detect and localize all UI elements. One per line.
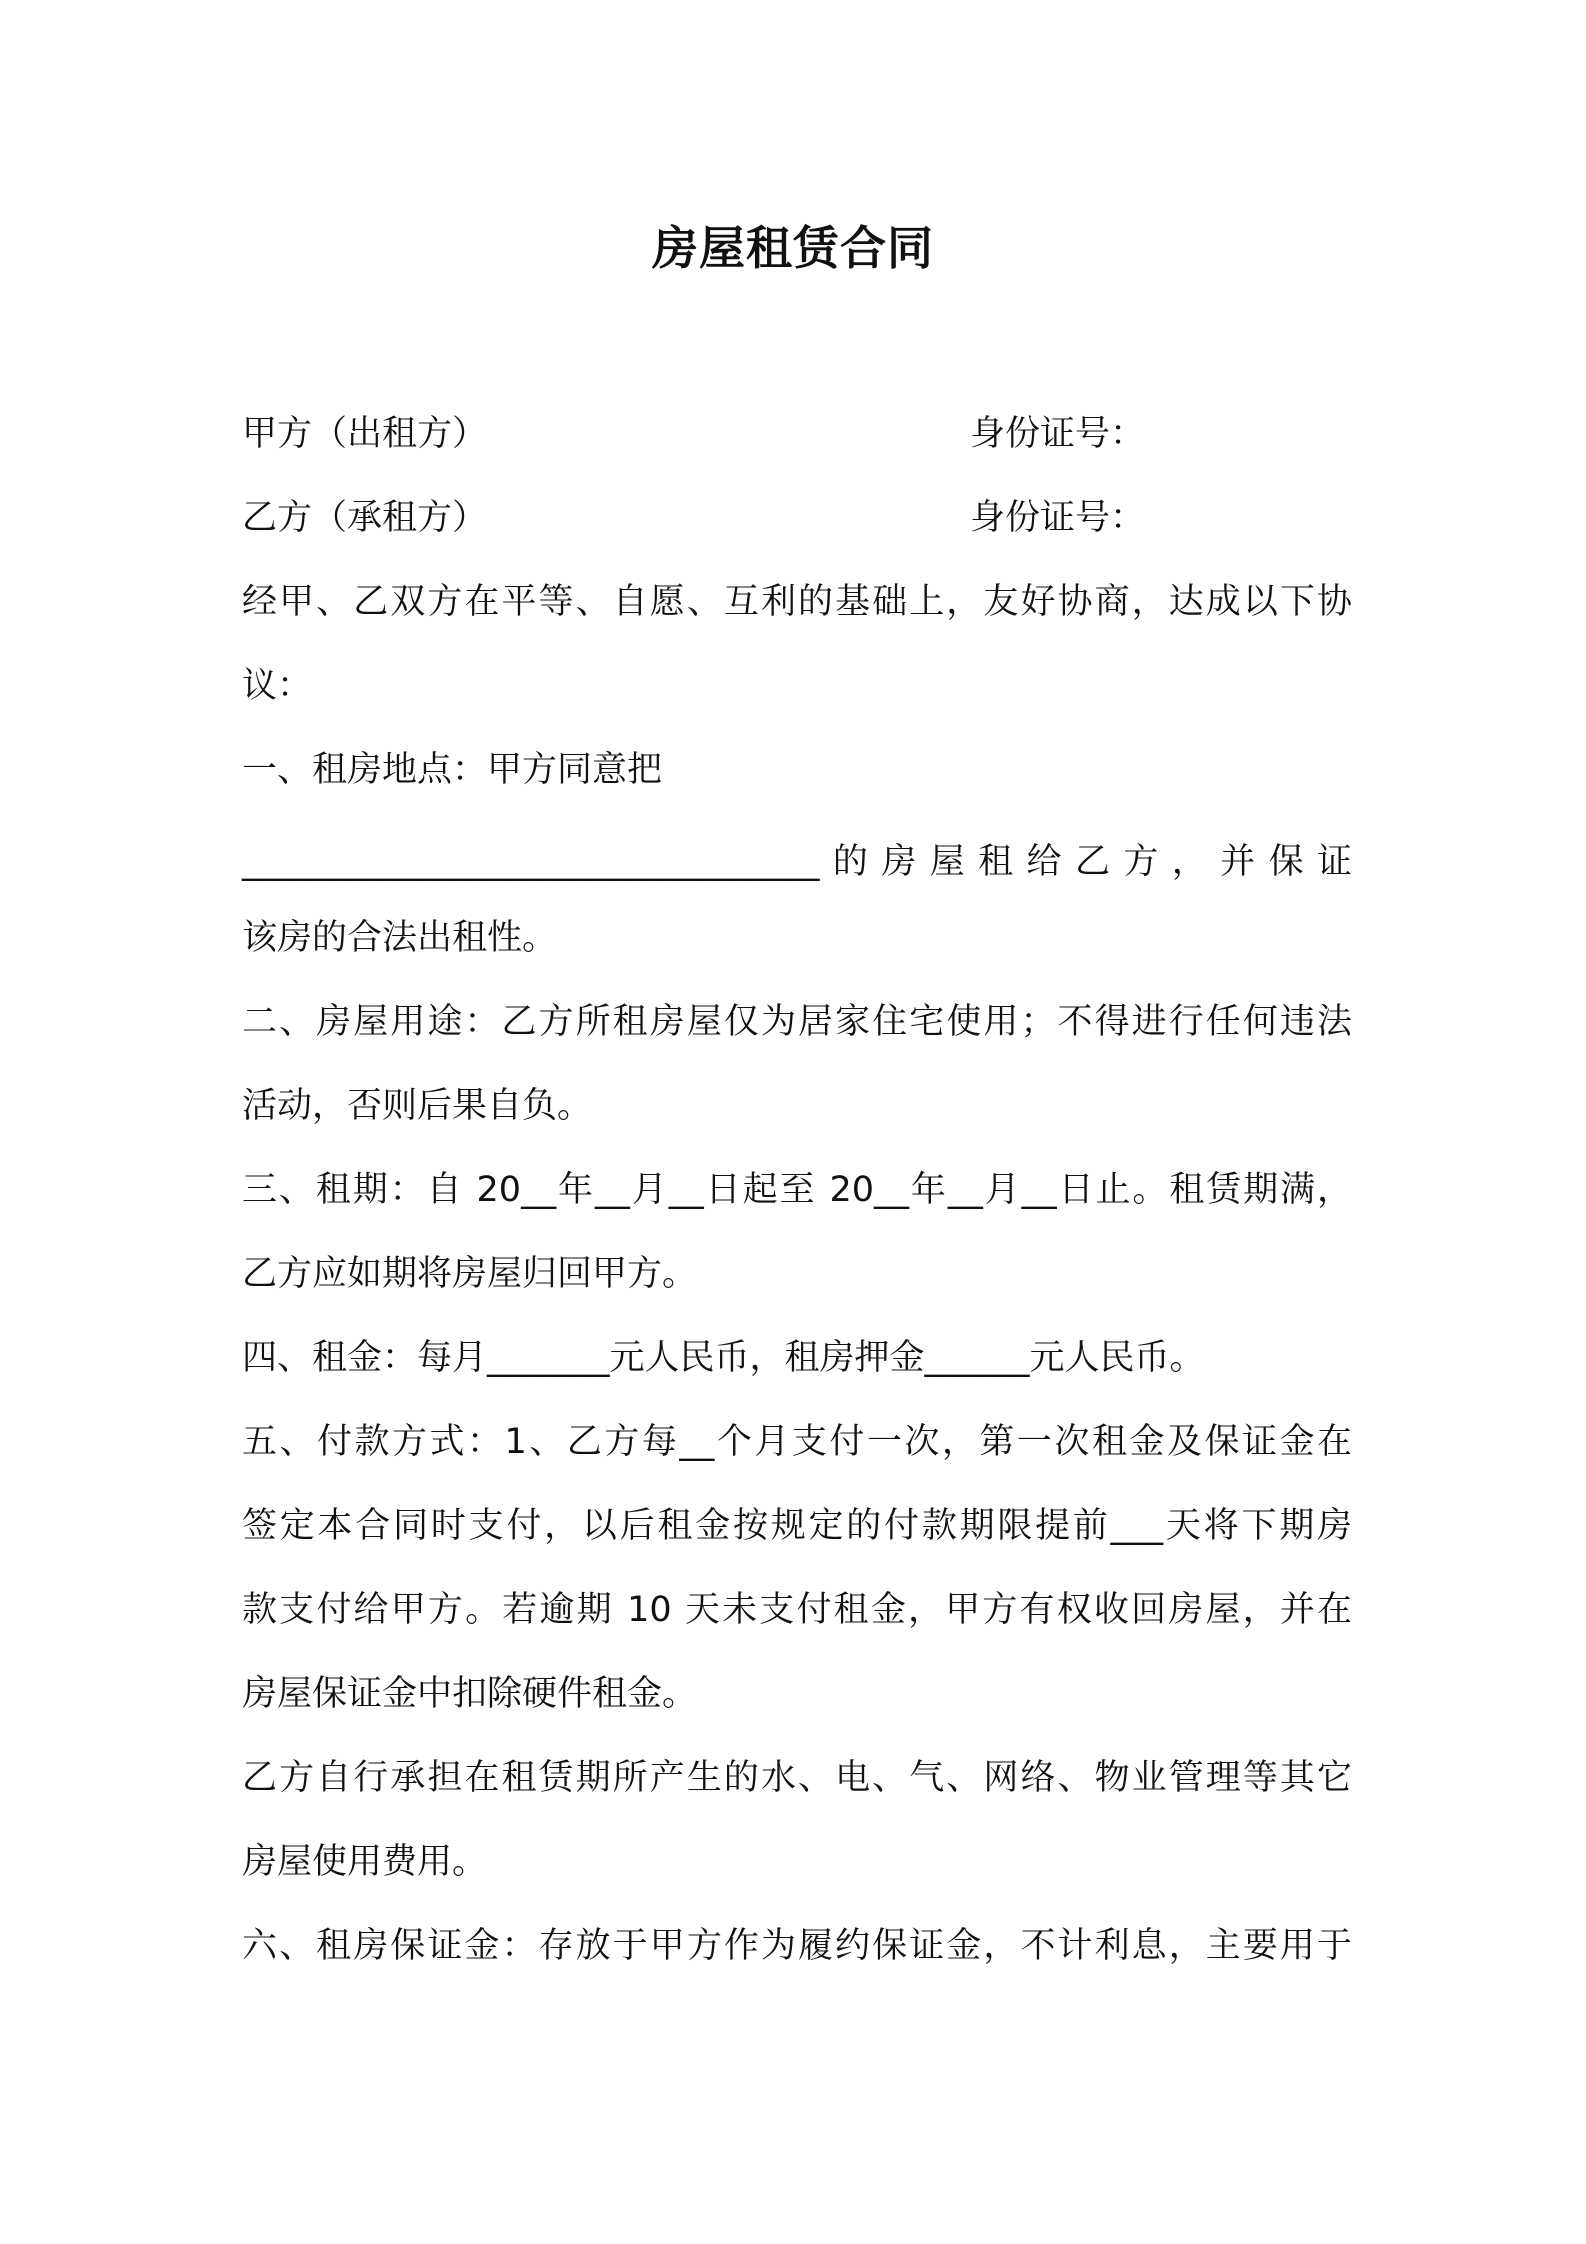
- utilities-line-1: 乙方自行承担在租赁期所产生的水、电、气、网络、物业管理等其它: [242, 1758, 1352, 1798]
- clause-5-line-2: 签定本合同时支付，以后租金按规定的付款期限提前___天将下期房: [242, 1506, 1352, 1546]
- utilities-line-2: 房屋使用费用。: [242, 1842, 488, 1882]
- party-b-id-label: 身份证号：: [970, 498, 1146, 538]
- clause-6-line-1: 六、租房保证金：存放于甲方作为履约保证金，不计利息，主要用于: [242, 1926, 1352, 1966]
- party-b-label: 乙方（承租方）: [242, 498, 488, 538]
- clause-5-line-4: 房屋保证金中扣除硬件租金。: [242, 1674, 698, 1714]
- agreement-intro-line-2: 议：: [242, 666, 313, 706]
- agreement-intro-line-1: 经甲、乙双方在平等、自愿、互利的基础上，友好协商，达成以下协: [242, 582, 1352, 622]
- clause-1-line-2: _________________________________的房屋租给乙方，并保证: [242, 842, 1352, 882]
- clause-4-line-1: 四、租金：每月_______元人民币，租房押金______元人民币。: [242, 1338, 1205, 1378]
- clause-5-line-3: 款支付给甲方。若逾期 10 天未支付租金，甲方有权收回房屋，并在: [242, 1590, 1352, 1630]
- party-a-id-label: 身份证号：: [970, 414, 1146, 454]
- clause-2-line-1: 二、房屋用途：乙方所租房屋仅为居家住宅使用；不得进行任何违法: [242, 1002, 1352, 1042]
- clause-1-line-1: 一、租房地点：甲方同意把: [242, 750, 663, 790]
- clause-1-line-3: 该房的合法出租性。: [242, 918, 558, 958]
- party-a-label: 甲方（出租方）: [242, 414, 488, 454]
- clause-3-line-1: 三、租期：自 20__年__月__日起至 20__年__月__日止。租赁期满，: [242, 1170, 1352, 1210]
- party-a-row: [242, 410, 1352, 458]
- clause-3-line-2: 乙方应如期将房屋归回甲方。: [242, 1254, 698, 1294]
- clause-2-line-2: 活动，否则后果自负。: [242, 1086, 593, 1126]
- party-b-row: [242, 494, 1352, 542]
- document-title: 房屋租赁合同: [652, 221, 934, 275]
- clause-5-line-1: 五、付款方式：1、乙方每__个月支付一次，第一次租金及保证金在: [242, 1422, 1352, 1462]
